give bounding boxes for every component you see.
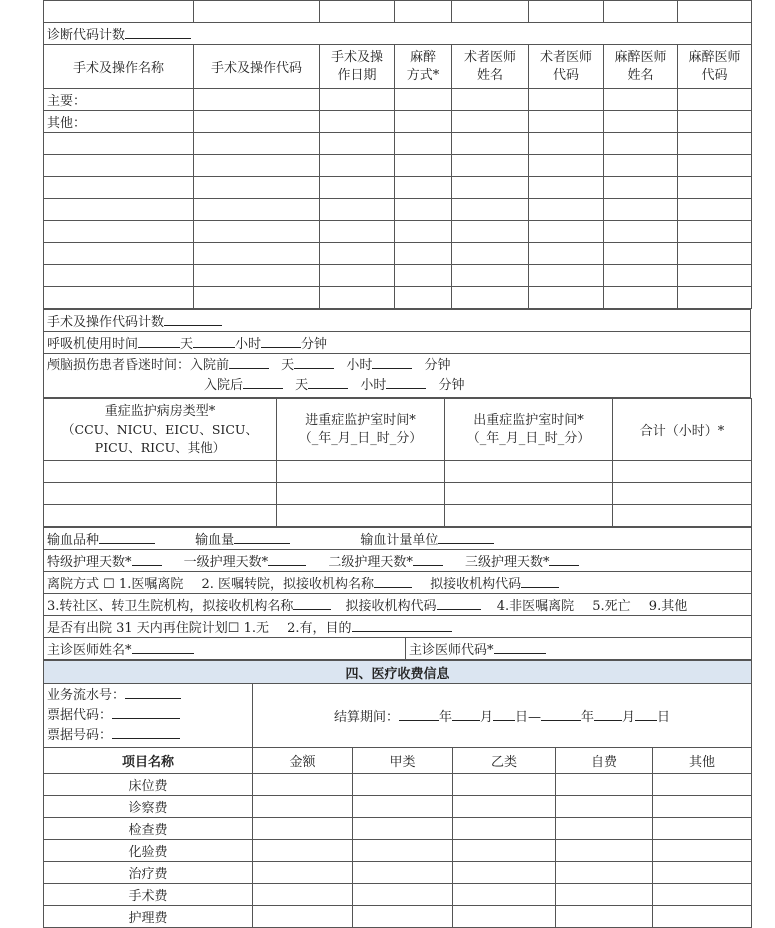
discharge-table	[43, 527, 752, 660]
fee-item-bed: 床位费	[44, 774, 253, 796]
table-cell[interactable]	[320, 265, 395, 287]
transfusion-unit-label: 输血计量单位	[360, 533, 439, 548]
table-cell[interactable]	[395, 111, 452, 133]
icu-enter-header	[277, 399, 445, 461]
special-nursing-label: 特级护理天数*	[47, 555, 132, 570]
table-cell[interactable]	[529, 265, 604, 287]
community-institution-name-field[interactable]	[293, 597, 331, 610]
table-cell[interactable]	[395, 89, 452, 111]
table-cell[interactable]	[395, 243, 452, 265]
readmission-option-2[interactable]: 2.有，目的	[287, 621, 352, 636]
discharge-option-9[interactable]: 9.其他	[648, 599, 688, 614]
surgery-other-label: 其他：	[44, 111, 194, 133]
table-cell[interactable]	[653, 840, 752, 862]
table-cell[interactable]	[353, 840, 453, 862]
fees-row	[44, 906, 752, 928]
coma-label: 颅脑损伤患者昏迷时间：	[47, 357, 191, 373]
table-cell[interactable]	[653, 862, 752, 884]
coma-before-label: 入院前	[190, 357, 230, 373]
discharge-method-row-2	[44, 594, 752, 616]
table-cell[interactable]	[452, 265, 529, 287]
table-cell[interactable]	[453, 818, 556, 840]
table-cell[interactable]	[529, 133, 604, 155]
coma-before-hours-field[interactable]	[294, 356, 334, 369]
table-cell[interactable]	[44, 221, 194, 243]
table-cell[interactable]	[253, 818, 353, 840]
serial-no-label: 业务流水号：	[47, 687, 126, 703]
table-cell[interactable]	[320, 133, 395, 155]
table-cell[interactable]	[395, 133, 452, 155]
header-surgeon-code: 术者医师 代码	[529, 45, 604, 89]
table-cell[interactable]	[194, 177, 320, 199]
surgery-row-empty	[44, 221, 752, 243]
table-cell[interactable]	[44, 461, 277, 483]
table-cell[interactable]	[604, 265, 678, 287]
transfusion-row	[44, 528, 752, 550]
fees-bill-info	[44, 684, 253, 748]
header-anesthesia-method: 麻醉 方式*	[395, 45, 452, 89]
fees-row	[44, 862, 752, 884]
table-cell[interactable]	[320, 287, 395, 309]
table-cell[interactable]	[353, 818, 453, 840]
table-cell[interactable]	[320, 155, 395, 177]
table-cell[interactable]	[194, 265, 320, 287]
surgery-row-empty	[44, 243, 752, 265]
table-cell[interactable]	[604, 287, 678, 309]
icu-row	[44, 461, 752, 483]
table-cell[interactable]	[678, 265, 752, 287]
surgery-row-empty	[44, 155, 752, 177]
fee-item-surgery: 手术费	[44, 884, 253, 906]
special-nursing-field[interactable]	[132, 553, 162, 566]
settle-end-month-field[interactable]	[594, 708, 622, 721]
community-institution-code-field[interactable]	[437, 597, 481, 610]
discharge-option-1[interactable]: 离院方式 ☐ 1.医嘱离院	[47, 577, 184, 592]
icu-exit-header	[445, 399, 613, 461]
table-cell[interactable]	[452, 111, 529, 133]
table-cell[interactable]	[678, 155, 752, 177]
ventilator-hours-unit: 小时	[235, 337, 262, 352]
attending-doctor-name-label: 主诊医师姓名*	[47, 643, 132, 658]
table-cell[interactable]	[529, 221, 604, 243]
table-cell[interactable]	[395, 155, 452, 177]
serial-no-field[interactable]	[125, 686, 181, 699]
level3-nursing-field[interactable]	[549, 553, 579, 566]
icu-table	[43, 398, 752, 527]
bill-no-label: 票据号码：	[47, 727, 113, 743]
coma-after-days-field[interactable]	[243, 376, 283, 389]
icu-row	[44, 483, 752, 505]
bill-code-label: 票据代码：	[47, 707, 113, 723]
surgery-row-empty	[44, 199, 752, 221]
table-cell[interactable]	[44, 505, 277, 527]
table-cell[interactable]	[556, 840, 653, 862]
table-cell[interactable]	[395, 287, 452, 309]
surgery-main-label: 主要：	[44, 89, 194, 111]
transfer-institution-code-label: 拟接收机构代码	[430, 577, 522, 592]
icu-total-header: 合计（小时）*	[613, 399, 752, 461]
fees-row	[44, 818, 752, 840]
table-cell[interactable]	[653, 906, 752, 928]
table-cell[interactable]	[604, 177, 678, 199]
transfusion-amount-field[interactable]	[234, 531, 290, 544]
settlement-period	[253, 684, 752, 748]
counts-table	[43, 309, 751, 398]
table-cell[interactable]	[653, 796, 752, 818]
attending-doctor-code-field[interactable]	[494, 641, 546, 654]
table-cell[interactable]	[194, 111, 320, 133]
surgery-code-count-field[interactable]	[164, 313, 222, 326]
fees-row	[44, 774, 752, 796]
table-cell[interactable]	[613, 505, 752, 527]
fees-header-row	[44, 748, 752, 774]
surgery-row-empty	[44, 133, 752, 155]
table-cell[interactable]	[44, 199, 194, 221]
transfusion-type-label: 输血品种	[47, 533, 100, 548]
table-cell[interactable]	[44, 133, 194, 155]
level2-nursing-field[interactable]	[413, 553, 443, 566]
partial-top-row	[44, 1, 752, 23]
nursing-row	[44, 550, 752, 572]
table-cell[interactable]	[653, 884, 752, 906]
table-cell[interactable]	[353, 862, 453, 884]
transfer-institution-code-field[interactable]	[521, 575, 559, 588]
table-cell[interactable]	[44, 483, 277, 505]
table-cell[interactable]	[613, 483, 752, 505]
header-surgery-code: 手术及操作代码	[194, 45, 320, 89]
table-cell[interactable]	[452, 89, 529, 111]
ventilator-days-field[interactable]	[138, 335, 180, 348]
level3-nursing-label: 三级护理天数*	[464, 555, 550, 570]
table-cell[interactable]	[453, 862, 556, 884]
settle-start-month-field[interactable]	[452, 708, 480, 721]
header-surgeon-name: 术者医师 姓名	[452, 45, 529, 89]
level1-nursing-field[interactable]	[268, 553, 306, 566]
transfusion-amount-label: 输血量	[195, 533, 235, 548]
table-cell[interactable]	[445, 483, 613, 505]
table-cell[interactable]	[253, 774, 353, 796]
table-cell[interactable]	[453, 884, 556, 906]
icu-exit-label: 出重症监护室时间*	[473, 412, 584, 428]
table-cell[interactable]	[194, 199, 320, 221]
ventilator-minutes-unit: 分钟	[301, 337, 328, 352]
bill-no-field[interactable]	[112, 726, 180, 739]
ventilator-minutes-field[interactable]	[261, 335, 301, 348]
header-surgery-date: 手术及操 作日期	[320, 45, 395, 89]
discharge-option-3[interactable]: 3.转社区、转卫生院机构，拟接收机构名称	[47, 599, 294, 614]
transfusion-type-field[interactable]	[99, 531, 155, 544]
table-cell[interactable]	[529, 155, 604, 177]
table-cell[interactable]	[353, 774, 453, 796]
table-cell[interactable]	[556, 774, 653, 796]
surgery-header-row	[44, 45, 752, 89]
table-cell[interactable]	[529, 199, 604, 221]
table-cell[interactable]	[320, 199, 395, 221]
settle-end-month-unit: 月	[622, 710, 636, 725]
table-cell[interactable]	[653, 774, 752, 796]
settle-end-day-field[interactable]	[635, 708, 657, 721]
surgery-table	[43, 0, 752, 309]
table-cell[interactable]	[452, 243, 529, 265]
table-cell[interactable]	[395, 177, 452, 199]
surgery-row-empty	[44, 177, 752, 199]
table-cell[interactable]	[556, 906, 653, 928]
table-cell[interactable]	[529, 111, 604, 133]
fees-section-header-row	[44, 661, 752, 684]
coma-after-minutes-field[interactable]	[386, 376, 426, 389]
table-cell[interactable]	[453, 774, 556, 796]
surgery-row-empty	[44, 287, 752, 309]
table-cell[interactable]	[678, 111, 752, 133]
table-cell[interactable]	[678, 199, 752, 221]
table-cell[interactable]	[452, 177, 529, 199]
icu-header-row	[44, 399, 752, 461]
fees-col-class-b: 乙类	[453, 748, 556, 774]
table-cell[interactable]	[44, 243, 194, 265]
table-cell[interactable]	[320, 177, 395, 199]
fees-row	[44, 884, 752, 906]
settle-start-day-unit: 日—	[515, 710, 542, 725]
settle-start-year-field[interactable]	[399, 708, 439, 721]
table-cell[interactable]	[678, 221, 752, 243]
fees-col-amount: 金额	[253, 748, 353, 774]
table-cell[interactable]	[678, 133, 752, 155]
coma-after-days-unit: 天	[295, 377, 309, 393]
settle-end-year-unit: 年	[581, 710, 595, 725]
table-cell[interactable]	[353, 906, 453, 928]
header-surgery-name: 手术及操作名称	[44, 45, 194, 89]
table-cell[interactable]	[453, 796, 556, 818]
table-cell[interactable]	[277, 461, 445, 483]
ventilator-row	[44, 332, 751, 354]
table-cell[interactable]	[556, 884, 653, 906]
table-cell[interactable]	[253, 862, 353, 884]
table-cell[interactable]	[353, 884, 453, 906]
icu-type-label: 重症监护病房类型*	[104, 403, 216, 419]
table-cell[interactable]	[44, 265, 194, 287]
table-cell[interactable]	[445, 461, 613, 483]
diagnosis-code-count-field[interactable]	[125, 26, 191, 39]
table-cell[interactable]	[320, 89, 395, 111]
table-cell[interactable]	[445, 505, 613, 527]
table-cell[interactable]	[253, 796, 353, 818]
table-cell[interactable]	[194, 221, 320, 243]
fees-section-title: 四、医疗收费信息	[44, 661, 752, 684]
table-cell[interactable]	[194, 89, 320, 111]
readmission-purpose-field[interactable]	[352, 619, 452, 632]
fees-col-other: 其他	[653, 748, 752, 774]
fees-row	[44, 796, 752, 818]
table-cell[interactable]	[452, 155, 529, 177]
table-cell[interactable]	[604, 199, 678, 221]
table-cell[interactable]	[678, 177, 752, 199]
attending-doctor-name-field[interactable]	[132, 641, 194, 654]
settlement-period-label: 结算期间：	[333, 710, 399, 725]
table-cell[interactable]	[452, 221, 529, 243]
table-cell[interactable]	[320, 243, 395, 265]
table-cell[interactable]	[529, 177, 604, 199]
table-cell[interactable]	[253, 884, 353, 906]
community-institution-code-label: 拟接收机构代码	[345, 599, 437, 614]
table-cell[interactable]	[277, 483, 445, 505]
coma-after-hours-field[interactable]	[308, 376, 348, 389]
surgery-row-empty	[44, 265, 752, 287]
readmission-row	[44, 616, 752, 638]
coma-before-days-unit: 天	[281, 357, 295, 373]
fees-row	[44, 840, 752, 862]
settle-end-day-unit: 日	[657, 710, 671, 725]
icu-type-header	[44, 399, 277, 461]
ventilator-label: 呼吸机使用时间	[47, 337, 139, 352]
table-cell[interactable]	[604, 133, 678, 155]
surgery-row-main	[44, 89, 752, 111]
icu-enter-format: （_年_月_日_时_分）	[298, 430, 423, 446]
table-cell[interactable]	[44, 177, 194, 199]
table-cell[interactable]	[653, 818, 752, 840]
level2-nursing-label: 二级护理天数*	[328, 555, 413, 570]
table-cell[interactable]	[604, 89, 678, 111]
fees-table	[43, 660, 752, 928]
table-cell[interactable]	[395, 199, 452, 221]
table-cell[interactable]	[277, 505, 445, 527]
table-cell[interactable]	[556, 796, 653, 818]
medical-record-form	[43, 0, 751, 928]
attending-doctor-code-label: 主诊医师代码*	[409, 643, 494, 658]
fee-item-nursing: 护理费	[44, 906, 253, 928]
coma-after-minutes-unit: 分钟	[438, 377, 465, 393]
table-cell[interactable]	[556, 862, 653, 884]
fees-col-class-a: 甲类	[353, 748, 453, 774]
coma-row	[44, 354, 751, 398]
transfusion-unit-field[interactable]	[438, 531, 494, 544]
coma-after-hours-unit: 小时	[360, 377, 387, 393]
table-cell[interactable]	[604, 111, 678, 133]
coma-before-minutes-unit: 分钟	[424, 357, 451, 373]
transfer-institution-name-field[interactable]	[374, 575, 412, 588]
table-cell[interactable]	[194, 155, 320, 177]
discharge-method-row-1	[44, 572, 752, 594]
table-cell[interactable]	[194, 287, 320, 309]
settle-start-day-field[interactable]	[493, 708, 515, 721]
fee-item-lab: 化验费	[44, 840, 253, 862]
discharge-option-5[interactable]: 5.死亡	[592, 599, 631, 614]
fees-info-row	[44, 684, 752, 748]
table-cell[interactable]	[353, 796, 453, 818]
bill-code-field[interactable]	[112, 706, 180, 719]
icu-row	[44, 505, 752, 527]
table-cell[interactable]	[604, 243, 678, 265]
table-cell[interactable]	[320, 111, 395, 133]
ventilator-days-unit: 天	[180, 337, 194, 352]
settle-start-month-unit: 月	[479, 710, 493, 725]
table-cell[interactable]	[44, 287, 194, 309]
surgery-code-count-label: 手术及操作代码计数	[47, 315, 165, 330]
coma-before-days-field[interactable]	[229, 356, 269, 369]
table-cell[interactable]	[604, 155, 678, 177]
icu-type-options: （CCU、NICU、EICU、SICU、PICU、RICU、其他）	[62, 421, 258, 455]
table-cell[interactable]	[452, 287, 529, 309]
table-cell[interactable]	[613, 461, 752, 483]
diagnosis-code-count-row	[44, 23, 752, 45]
table-cell[interactable]	[453, 840, 556, 862]
table-cell[interactable]	[529, 287, 604, 309]
table-cell[interactable]	[395, 221, 452, 243]
attending-doctor-row	[44, 638, 752, 660]
table-cell[interactable]	[453, 906, 556, 928]
coma-after-label: 入院后	[204, 377, 244, 393]
table-cell[interactable]	[395, 265, 452, 287]
discharge-option-2[interactable]: 2. 医嘱转院，拟接收机构名称	[201, 577, 375, 592]
table-cell[interactable]	[529, 89, 604, 111]
coma-before-hours-unit: 小时	[346, 357, 373, 373]
surgery-code-count-row	[44, 310, 751, 332]
fee-item-consult: 诊察费	[44, 796, 253, 818]
fee-item-treatment: 治疗费	[44, 862, 253, 884]
diagnosis-code-count-label: 诊断代码计数	[47, 28, 126, 43]
fees-col-self-pay: 自费	[556, 748, 653, 774]
table-cell[interactable]	[678, 89, 752, 111]
readmission-option-1[interactable]: 是否有出院 31 天内再住院计划☐ 1.无	[47, 621, 269, 636]
settle-start-year-unit: 年	[438, 710, 452, 725]
table-cell[interactable]	[452, 199, 529, 221]
level1-nursing-label: 一级护理天数*	[183, 555, 269, 570]
fee-item-exam: 检查费	[44, 818, 253, 840]
table-cell[interactable]	[678, 243, 752, 265]
icu-exit-format: （_年_月_日_时_分）	[466, 430, 591, 446]
table-cell[interactable]	[194, 243, 320, 265]
header-anesthetist-name: 麻醉医师 姓名	[604, 45, 678, 89]
coma-before-minutes-field[interactable]	[372, 356, 412, 369]
icu-enter-label: 进重症监护室时间*	[305, 412, 416, 428]
header-anesthetist-code: 麻醉医师 代码	[678, 45, 752, 89]
table-cell[interactable]	[320, 221, 395, 243]
table-cell[interactable]	[529, 243, 604, 265]
fees-col-item: 项目名称	[44, 748, 253, 774]
table-cell[interactable]	[556, 818, 653, 840]
table-cell[interactable]	[604, 221, 678, 243]
table-cell[interactable]	[253, 840, 353, 862]
table-cell[interactable]	[253, 906, 353, 928]
ventilator-hours-field[interactable]	[193, 335, 235, 348]
table-cell[interactable]	[452, 133, 529, 155]
table-cell[interactable]	[44, 155, 194, 177]
table-cell[interactable]	[194, 133, 320, 155]
table-cell[interactable]	[678, 287, 752, 309]
surgery-row-other	[44, 111, 752, 133]
discharge-option-4[interactable]: 4.非医嘱离院	[496, 599, 575, 614]
settle-end-year-field[interactable]	[541, 708, 581, 721]
